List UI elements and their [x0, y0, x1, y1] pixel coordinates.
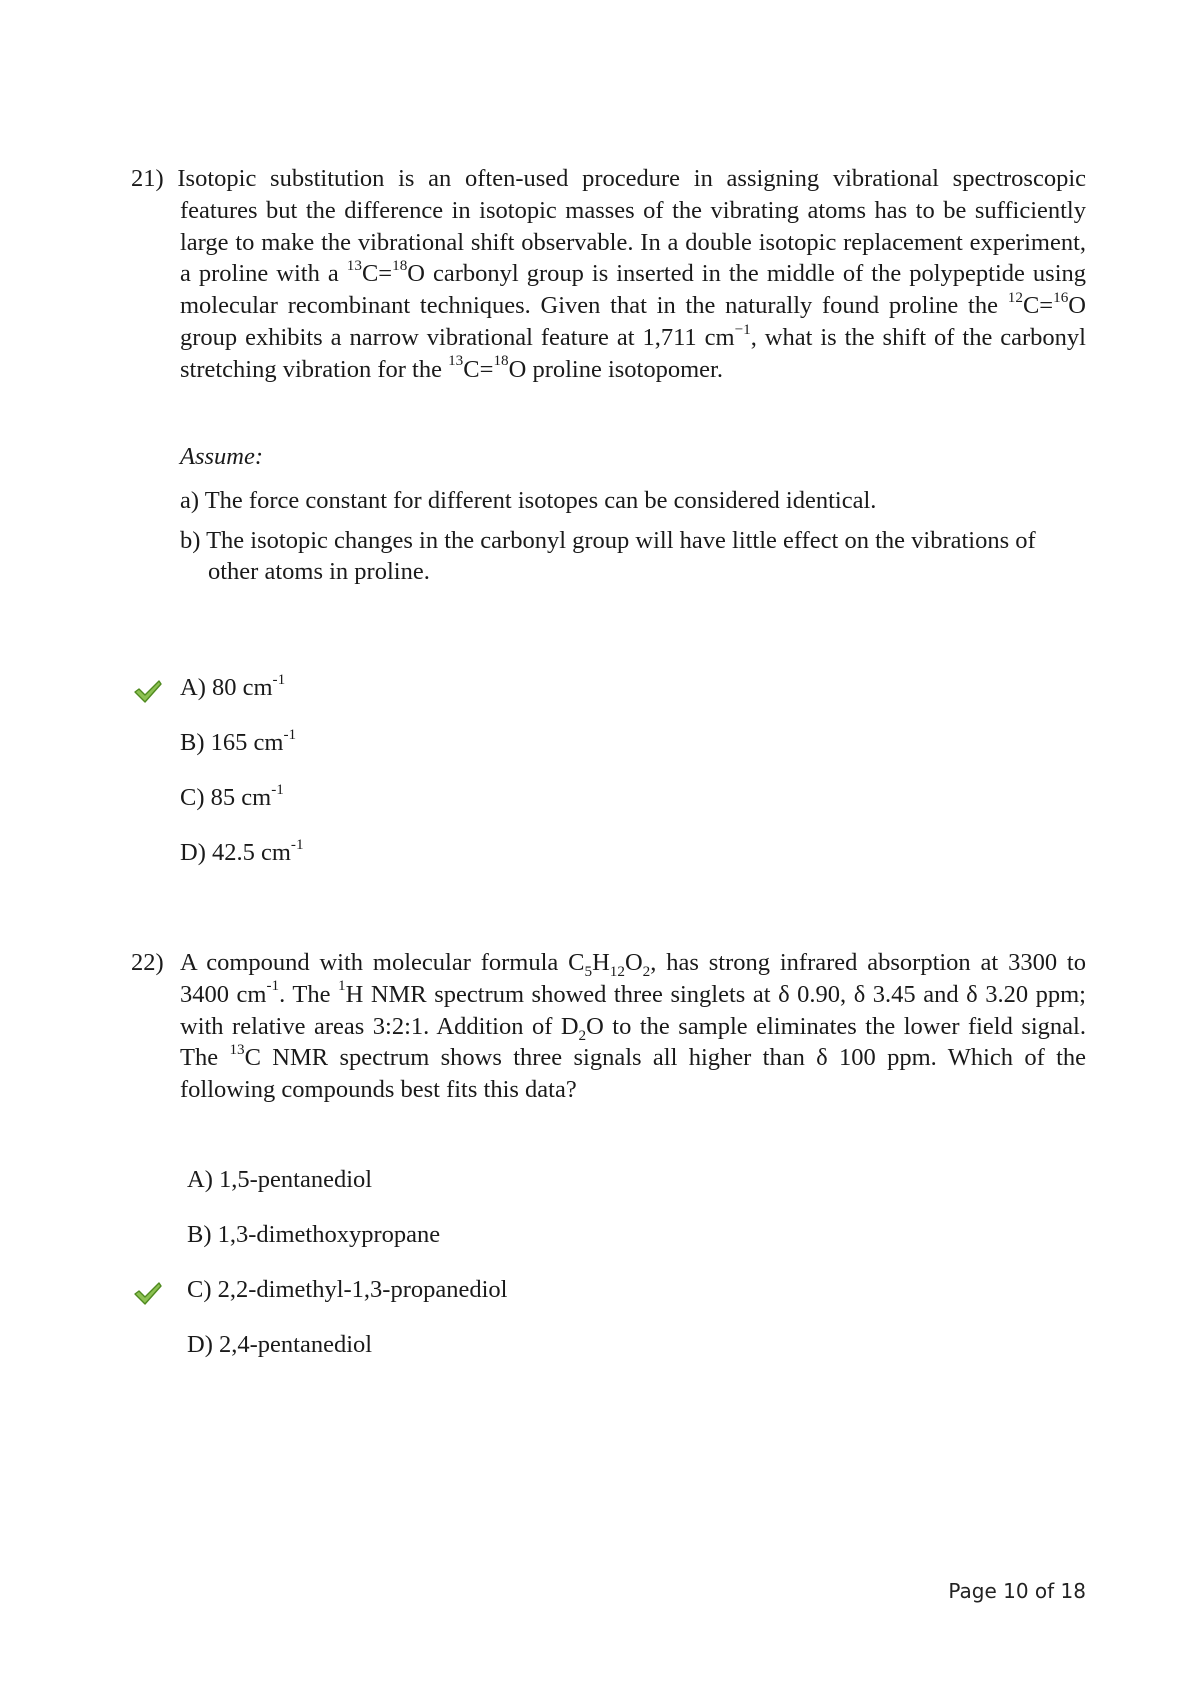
check-icon: [133, 678, 163, 704]
q22-option-c[interactable]: C) 2,2-dimethyl-1,3-propanediol: [187, 1276, 508, 1303]
assumption-a: a) The force constant for different isotopes can be considered identical.: [180, 486, 877, 514]
page-number: Page 10 of 18: [948, 1579, 1086, 1603]
assumption-b: b) The isotopic changes in the carbonyl group will have little effect on the vibrations of other atoms in proline.: [180, 526, 1036, 586]
check-icon: [133, 1280, 163, 1306]
assumptions: [180, 441, 1080, 588]
q22-option-a[interactable]: A) 1,5-pentanediol: [187, 1166, 373, 1193]
question-22-text: A compound with molecular formula $C_5H_{12}O_2$, has strong infrared absorption at 3300 to 3400 $cm^{-1}$. The $^1$H NMR spectrum showed three singlets at δ 0.90, δ 3.45 and δ 3.20 ppm; with relative areas 3:2:1. Addition of $D_2O$ to the sample eliminates the lower field signal. The $^{13}$C NMR spectrum shows three signals all higher than δ 100 ppm. Which of the following compounds best fits this data?: [180, 949, 1087, 1104]
q22-option-d[interactable]: D) 2,4-pentanediol: [187, 1331, 373, 1358]
q21-option-a[interactable]: A) 80 $cm^{-1}$: [180, 670, 286, 701]
q22-option-b[interactable]: B) 1,3-dimethoxypropane: [187, 1221, 441, 1248]
q21-option-b[interactable]: B) 165 $cm^{-1}$: [180, 725, 297, 756]
assumptions-title: Assume:: [180, 443, 264, 470]
question-21: [131, 163, 1086, 386]
q21-option-c[interactable]: C) 85 $cm^{-1}$: [180, 780, 284, 811]
q21-option-d[interactable]: D) 42.5 $cm^{-1}$: [180, 835, 304, 866]
question-number: 21): [131, 165, 164, 192]
question-21-text: 21) Isotopic substitution is an often-used procedure in assigning vibrational spectroscopic features but the difference in isotopic masses of the vibrating atoms has to be sufficiently large to make the vibrational shift observable. In a double isotopic replacement experiment, a proline with a $^{13}$C=$^{18}$O carbonyl group is inserted in the middle of the polypeptide using molecular recombinant techniques. Given that in the naturally found proline the $^{12}$C=$^{16}$O group exhibits a narrow vibrational feature at 1,711 $cm^{-1}$, what is the shift of the carbonyl stretching vibration for the $^{13}$C=$^{18}$O proline isotopomer.: [131, 165, 1087, 383]
question-number: 22): [131, 949, 164, 976]
question-22: [131, 947, 1086, 1106]
